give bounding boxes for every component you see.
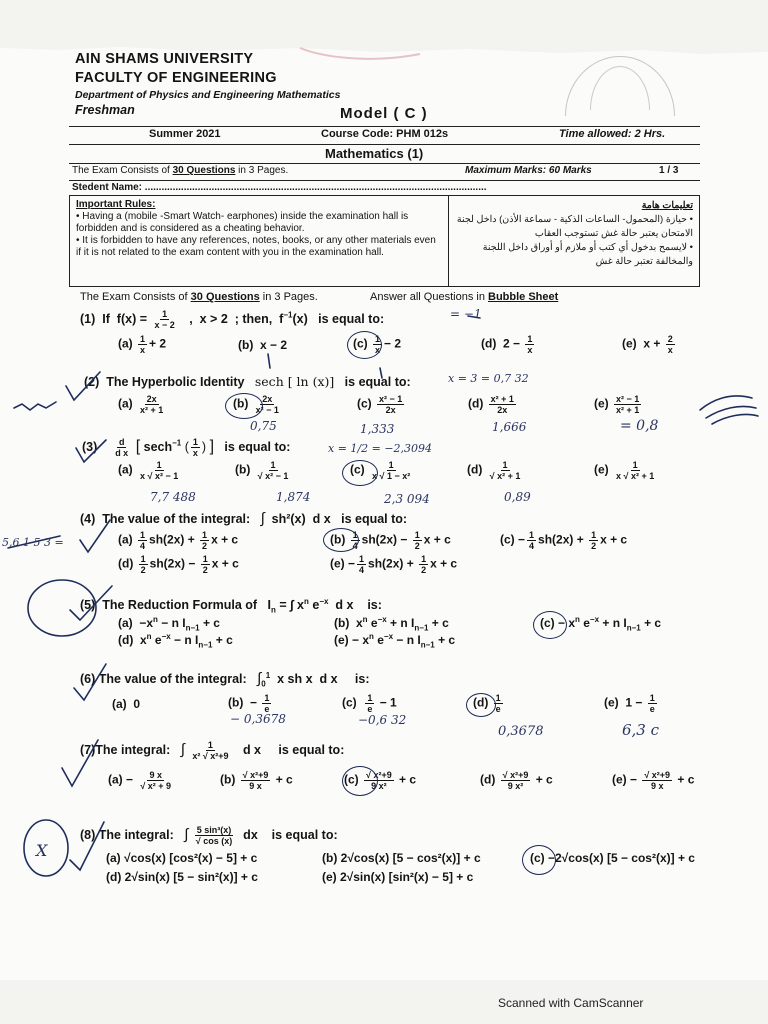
q4-side-stroke	[8, 536, 60, 548]
q3-option-c[interactable]: (c) $\frac{1}{\text{x √ 1 − x²}}$	[350, 460, 411, 481]
q6-option-b[interactable]: (b) − $\frac{1}{e}$	[228, 693, 270, 714]
handwriting-q2-b: 0,75	[250, 419, 277, 433]
handwriting-q6-c: −0,6 32	[358, 713, 407, 727]
instructions-left: The Exam Consists of 30 Questions in 3 Pages.	[80, 291, 318, 303]
q4-checkmark	[80, 520, 110, 552]
q6-option-a[interactable]: (a) 0	[112, 697, 141, 711]
rule-1: • Having a (mobile -Smart Watch- earphones) inside the examination hall is forbidden and is considered as a cheating behavior.	[76, 211, 409, 234]
q1-option-e[interactable]: (e) x + $\frac{2}{x}$	[622, 334, 673, 355]
q3-option-d[interactable]: (d) $\frac{1}{\text{√ x² + 1}}$	[467, 460, 521, 481]
subject-title: Mathematics (1)	[325, 146, 424, 161]
q8-option-d[interactable]: (d) 2√sin(x) [5 − sin²(x)] + c	[106, 870, 258, 884]
model-label: Model ( C )	[340, 105, 428, 122]
handwriting-q6-b: − 0,3678	[230, 712, 286, 726]
rule-2: • It is forbidden to have any references, notes, books, or any other materials even if it is not related to the exam content with you in the examination hall.	[76, 235, 436, 258]
q3-option-b[interactable]: (b) $\frac{1}{\text{√ x² − 1}}$	[235, 460, 289, 481]
handwriting-q6-d: 0,3678	[498, 724, 544, 739]
q5-option-e[interactable]: $(e) - x^n$ $e^{-x} - n$ $I_{n-1} + c$	[334, 632, 456, 650]
handwriting-q2-e: = 0,8	[620, 418, 659, 434]
q4-option-d[interactable]: (d) $\frac{1}{2}$ sh(2x) − $\frac{1}{2}$ x + c	[118, 554, 239, 575]
level-label: Freshman	[75, 103, 135, 117]
q6-option-e[interactable]: (e) 1 − $\frac{1}{e}$	[604, 693, 655, 714]
q7-checkmark	[62, 740, 98, 786]
q2-option-d[interactable]: (d) $\frac{\text{x² + 1}}{2x}$	[468, 394, 514, 415]
q6-option-d[interactable]: (d) $\frac{1}{e}$	[473, 693, 501, 714]
q3-option-a[interactable]: (a) $\frac{1}{\text{x √ x² − 1}}$	[118, 460, 179, 481]
q8-circle-label: X	[36, 841, 48, 860]
question-8: (8) The integral: ∫ $\frac{\text{5 sin³(x)}}{√ \cos (x)}$ dx is equal to:	[80, 825, 338, 846]
question-6: (6) The value of the integral: $\int_0^1$ x sh x d x is:	[80, 670, 370, 689]
q1-option-b[interactable]: (b) x − 2	[238, 338, 288, 352]
q8-option-b[interactable]: (b) 2√cos(x) [5 − cos²(x)] + c	[322, 851, 481, 865]
question-7: (7)The integral: ∫ $\frac{1}{\text{x² √ x²+9}}$ d x is equal to:	[80, 740, 345, 761]
handwriting-q2-a: x = 3 = 0,7 32	[448, 372, 529, 385]
q7-option-c[interactable]: (c) $\frac{\text{√ x²+9}}{\text{9 x²}}$ + c	[344, 770, 417, 791]
question-1: (1) If f(x) = $\frac{1}{x - 2}$ , x > 2 ; then, $f^{-1}(x)$ is equal to:	[80, 309, 385, 330]
handwriting-q3-c: 1,874	[276, 490, 311, 504]
q1-option-c[interactable]: (c) $\frac{1}{x}$ − 2	[353, 334, 402, 355]
instructions-right: Answer all Questions in Bubble Sheet	[370, 291, 559, 303]
max-marks: Maximum Marks: 60 Marks	[465, 165, 592, 176]
q6-option-c[interactable]: (c) $\frac{1}{e}$ − 1	[342, 693, 397, 714]
q7-option-b[interactable]: (b) $\frac{\text{√ x²+9}}{9 x}$ + c	[220, 770, 293, 791]
department-name: Department of Physics and Engineering Mathematics	[75, 89, 341, 101]
q2-side-marks	[14, 402, 56, 410]
handwriting-q2-d: 1,666	[492, 420, 527, 434]
rule-ar-2: • لايسمح بدخول أي كتب أو ملازم أو أوراق داخل اللجنة والمخالفة تعتبر حالة غش	[482, 242, 693, 267]
q8-option-e[interactable]: (e) 2√sin(x) [sin²(x) − 5] + c	[322, 870, 474, 884]
q8-check-stroke	[70, 822, 104, 870]
q2-option-c[interactable]: (c) $\frac{\text{x² − 1}}{2x}$	[357, 394, 403, 415]
q8-option-c[interactable]: (c) −2√cos(x) [5 − cos²(x)] + c	[530, 851, 695, 865]
q4-option-a[interactable]: (a) $\frac{1}{4}$ sh(2x) + $\frac{1}{2}$ x + c	[118, 530, 239, 551]
handwriting-q2-c: 1,333	[360, 422, 395, 436]
handwriting-q3-b: 7,7 488	[150, 490, 196, 504]
page-number: 1 / 3	[659, 165, 679, 176]
q4-option-c[interactable]: (c) − $\frac{1}{4}$ sh(2x) + $\frac{1}{2}$ x + c	[500, 530, 628, 551]
q7-option-e[interactable]: (e) − $\frac{\text{√ x²+9}}{9 x}$ + c	[612, 770, 695, 791]
q2-option-e[interactable]: (e) $\frac{\text{x² − 1}}{\text{x² + 1}}$	[594, 394, 640, 415]
q2-scribble	[700, 396, 758, 424]
time-allowed: Time allowed: 2 Hrs.	[559, 128, 666, 140]
q5-option-b[interactable]: (b) $x^n$ $e^{-x} + n$ $I_{n-1} + c$	[334, 615, 449, 633]
q2-option-a[interactable]: (a) $\frac{2x}{\text{x² + 1}}$	[118, 394, 164, 415]
q8-option-a[interactable]: (a) √cos(x) [cos²(x) − 5] + c	[106, 851, 258, 865]
q6-checkmark	[74, 664, 106, 700]
student-name-field: Stedent Name: ...........................................................................................................................	[72, 182, 487, 193]
q1-option-d[interactable]: (d) 2 − $\frac{1}{x}$	[481, 334, 533, 355]
q4-option-b[interactable]: (b) $\frac{1}{4}$ sh(2x) − $\frac{1}{2}$ x + c	[330, 530, 451, 551]
q5-circle-mark	[28, 580, 96, 636]
consists-text: The Exam Consists of 30 Questions in 3 Pages.	[72, 165, 289, 176]
q7-option-d[interactable]: (d) $\frac{\text{√ x²+9}}{\text{9 x²}}$ + c	[480, 770, 553, 791]
course-code: Course Code: PHM 012s	[321, 128, 449, 140]
q7-option-a[interactable]: (a) − $\frac{9 x}{\text{√ x² + 9}}$	[108, 770, 172, 791]
q1-marks	[268, 316, 480, 378]
handwriting-q3-d: 2,3 094	[384, 492, 430, 506]
rules-ar-title: تعليمات هامة	[641, 200, 693, 211]
q5-option-c[interactable]: $(c) - x^n$ $e^{-x} + n$ $I_{n-1} + c$	[540, 615, 662, 633]
q5-option-d[interactable]: (d) $x^n$ $e^{-x} - n$ $I_{n-1} + c$	[118, 632, 233, 650]
rules-title: Important Rules:	[76, 199, 156, 210]
q2-checkmark	[66, 372, 100, 400]
handwriting-q3-a: x = 1/2 = −2,3094	[328, 442, 433, 455]
question-5: (5) The Reduction Formula of $I_n$ = ∫ $x^n$ $e^{-x}$ d x is:	[80, 597, 382, 615]
question-3: (3) $\frac{d}{\text{d x}}$ [ sech$^{-1}$ ( $\frac{1}{x}$ ) ] is equal to:	[82, 437, 291, 458]
handwriting-q6-e: 6,3 c	[622, 721, 660, 739]
question-2: (2) The Hyperbolic Identity sech [ ln (x)] is equal to:	[84, 374, 411, 389]
handwriting-q3-e: 0,89	[504, 490, 531, 504]
faculty-name: FACULTY OF ENGINEERING	[75, 70, 277, 86]
university-name: AIN SHAMS UNIVERSITY	[75, 51, 254, 67]
q1-option-a[interactable]: (a) $\frac{1}{x}$ + 2	[118, 334, 167, 355]
q4-option-e[interactable]: (e) − $\frac{1}{4}$ sh(2x) + $\frac{1}{2}$ x + c	[330, 554, 458, 575]
q5-check-stroke	[70, 586, 112, 620]
q3-option-e[interactable]: (e) $\frac{1}{\text{x √ x² + 1}}$	[594, 460, 655, 481]
handwriting-q4: 5,6 1 5 3 =	[2, 536, 64, 549]
q2-option-b[interactable]: (b) $\frac{2x}{\text{x² − 1}}$	[233, 394, 279, 415]
q5-option-a[interactable]: $(a) -x^n - n$ $I_{n-1} + c$	[118, 615, 220, 633]
scanner-watermark: Scanned with CamScanner	[498, 996, 644, 1010]
rule-ar-1: • حيازة (المحمول- الساعات الذكية - سماعة الأذن) داخل لجنة الامتحان يعتبر حالة غش تستوجب العقاب	[456, 214, 693, 239]
question-4: (4) The value of the integral: ∫ sh²(x) d x is equal to:	[80, 510, 408, 527]
q3-checkmark	[76, 440, 106, 462]
handwriting-q1: = −1	[450, 307, 482, 321]
term-label: Summer 2021	[149, 128, 221, 140]
